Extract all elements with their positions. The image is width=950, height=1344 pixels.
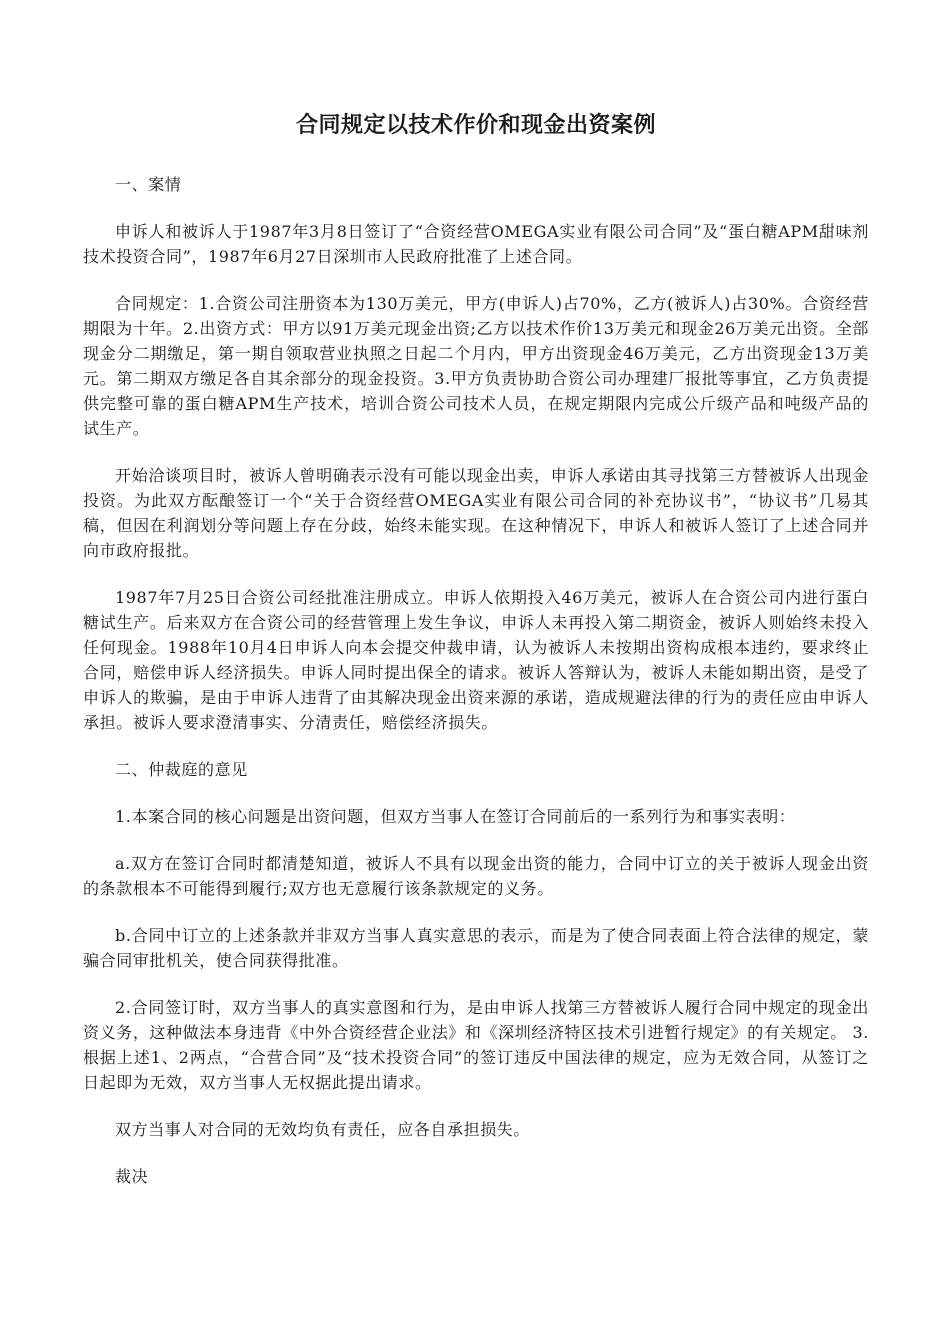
paragraph-9: 双方当事人对合同的无效均负有责任，应各自承担损失。 — [115, 1120, 531, 1139]
paragraph-7: b.合同中订立的上述条款并非双方当事人真实意思的表示，而是为了使合同表面上符合法律的规定，蒙骗合同审批机关，使合同获得批准。 — [83, 926, 869, 970]
document-page — [83, 108, 869, 1211]
paragraph-1: 申诉人和被诉人于1987年3月8日签订了“合资经营OMEGA实业有限公司合同”及“蛋白糖APM甜味剂技术投资合同”，1987年6月27日深圳市人民政府批准了上述合同。 — [83, 222, 869, 266]
paragraph-8: 2.合同签订时，双方当事人的真实意图和行为，是由申诉人找第三方替被诉人履行合同中规定的现金出资义务，这种做法本身违背《中外合资经营企业法》和《深圳经济特区技术引进暂行规定》的有关规定。 3.根据上述1、2两点，“合营合同”及“技术投资合同”的签订违反中国法律的规定，应为无效合同，从签订之日起即为无效，双方当事人无权据此提出请求。 — [83, 998, 869, 1092]
section-heading-award: 裁决 — [115, 1167, 149, 1186]
section-heading-case: 一、案情 — [115, 175, 182, 194]
document-title: 合同规定以技术作价和现金出资案例 — [295, 113, 656, 138]
paragraph-5: 1.本案合同的核心问题是出资问题，但双方当事人在签订合同前后的一系列行为和事实表明： — [115, 807, 796, 826]
paragraph-4: 1987年7月25日合资公司经批准注册成立。申诉人依期投入46万美元，被诉人在合资公司内进行蛋白糖试生产。后来双方在合资公司的经营管理上发生争议，申诉人未再投入第二期资金，被诉人则始终未投入任何现金。1988年10月4日申诉人向本会提交仲裁申请，认为被诉人未按期出资构成根本违约，要求终止合同，赔偿申诉人经济损失。申诉人同时提出保全的请求。被诉人答辩认为，被诉人未能如期出资，是受了申诉人的欺骗，是由于申诉人违背了由其解决现金出资来源的承诺，造成规避法律的行为的责任应由申诉人承担。被诉人要求澄清事实、分清责任，赔偿经济损失。 — [83, 588, 869, 732]
paragraph-2: 合同规定：1.合资公司注册资本为130万美元，甲方(申诉人)占70%，乙方(被诉人)占30%。合资经营期限为十年。2.出资方式：甲方以91万美元现金出资;乙方以技术作价13万美元和现金26万美元出资。全部现金分二期缴足，第一期自领取营业执照之日起二个月内，甲方出资现金46万美元，乙方出资现金13万美元。第二期双方缴足各自其余部分的现金投资。3.甲方负责协助合资公司办理建厂报批等事宜，乙方负责提供完整可靠的蛋白糖APM生产技术，培训合资公司技术人员，在规定期限内完成公斤级产品和吨级产品的试生产。 — [83, 294, 869, 438]
section-heading-opinion: 二、仲裁庭的意见 — [115, 760, 248, 779]
paragraph-6: a.双方在签订合同时都清楚知道，被诉人不具有以现金出资的能力，合同中订立的关于被诉人现金出资的条款根本不可能得到履行;双方也无意履行该条款规定的义务。 — [83, 854, 869, 898]
paragraph-3: 开始洽谈项目时，被诉人曾明确表示没有可能以现金出卖，申诉人承诺由其寻找第三方替被诉人出现金投资。为此双方酝酿签订一个“关于合资经营OMEGA实业有限公司合同的补充协议书”，“协议书”几易其稿，但因在利润划分等问题上存在分歧，始终未能实现。在这种情况下，申诉人和被诉人签订了上述合同并向市政府报批。 — [83, 466, 869, 560]
